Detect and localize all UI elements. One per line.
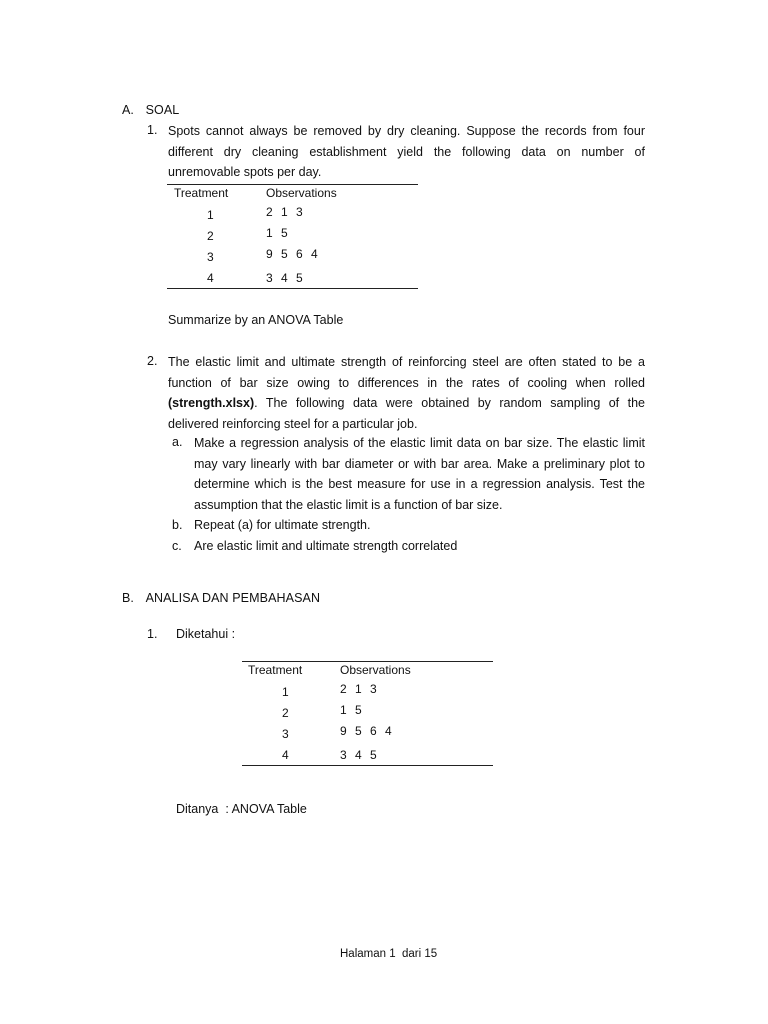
q1-table-treatment: 4 [207,271,214,285]
b1-table-observations: 2 1 3 [340,682,377,696]
q1-table-header-treatment: Treatment [174,186,229,200]
b1-table-header-treatment: Treatment [248,663,303,677]
b1-table-header-observations: Observations [340,663,411,677]
q2-item-a-marker: a. [172,435,183,449]
q2-number: 2. [147,354,158,368]
b1-number: 1. [147,627,158,641]
b1-table-treatment: 2 [282,706,289,720]
q2-file-name: (strength.xlsx) [168,396,255,410]
q1-table-treatment: 2 [207,229,214,243]
section-b-letter: B. [122,591,135,605]
q1-table-treatment: 1 [207,208,214,222]
section-a-heading [122,103,179,117]
q2-item-b-marker: b. [172,518,183,532]
q1-text: Spots cannot always be removed by dry cleaning. Suppose the records from four different dry cleaning establishment yield the following data on number of unremovable spots per day. [168,124,645,179]
b1-data-table [242,661,493,766]
q1-table-observations: 3 4 5 [266,271,303,285]
q1-instruction: Summarize by an ANOVA Table [168,313,344,327]
q2-text: The elastic limit and ultimate strength of reinforcing steel are often stated to be a function of bar size owing to differences in the rates of cooling when rolled (strength.xlsx). The following data were obtained by random sampling of the delivered reinforcing steel for a particular job. [168,355,645,431]
q1-table-treatment: 3 [207,250,214,264]
b1-table-observations: 9 5 6 4 [340,724,392,738]
b1-label: Diketahui : [176,627,236,641]
q1-number: 1. [147,123,158,137]
b1-table-treatment: 4 [282,748,289,762]
q1-table-observations: 2 1 3 [266,205,303,219]
q1-table-header-observations: Observations [266,186,337,200]
q1-table-observations: 1 5 [266,226,288,240]
q2-item-c-marker: c. [172,539,182,553]
b1-table-treatment: 3 [282,727,289,741]
page-footer: Halaman 1 dari 15 [340,948,438,960]
section-a-letter: A. [122,103,135,117]
q1-table-observations: 9 5 6 4 [266,247,318,261]
b1-asked: Ditanya : ANOVA Table [176,802,307,816]
q1-data-table [167,184,418,289]
q2-item-b-text: Repeat (a) for ultimate strength. [194,518,371,532]
b1-table-treatment: 1 [282,685,289,699]
q2-item-a-text: Make a regression analysis of the elastic limit data on bar size. The elastic limit may vary linearly with bar diameter or with bar area. Make a preliminary plot to determine which is the best measure for use in a regression analysis. Test the assumption that the elastic limit is a function of bar size. [194,436,645,512]
section-b-heading [122,591,320,605]
b1-table-observations: 1 5 [340,703,362,717]
b1-table-observations: 3 4 5 [340,748,377,762]
section-b-title: ANALISA DAN PEMBAHASAN [145,591,321,605]
section-a-title: SOAL [145,103,180,117]
q2-item-c-text: Are elastic limit and ultimate strength correlated [194,539,458,553]
